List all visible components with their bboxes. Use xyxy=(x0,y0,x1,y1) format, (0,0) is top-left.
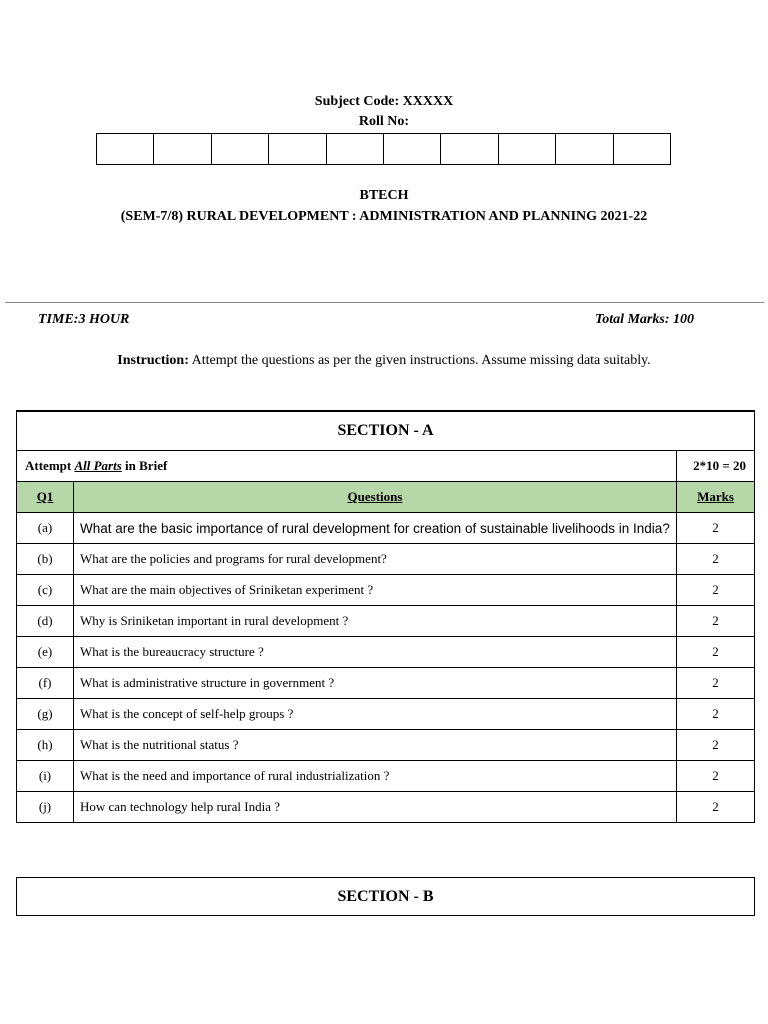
roll-digit-box[interactable] xyxy=(383,133,440,165)
roll-digit-box[interactable] xyxy=(326,133,383,165)
question-number: (c) xyxy=(17,575,74,606)
section-a-table xyxy=(16,410,755,823)
question-number: (f) xyxy=(17,668,74,699)
question-number: (h) xyxy=(17,730,74,761)
question-marks: 2 xyxy=(677,513,755,544)
question-marks: 2 xyxy=(677,575,755,606)
total-marks: Total Marks: 100 xyxy=(594,312,694,327)
question-text: What are the main objectives of Sriniketan experiment ? xyxy=(74,575,677,606)
question-number: (e) xyxy=(17,637,74,668)
question-number: (b) xyxy=(17,544,74,575)
roll-digit-box[interactable] xyxy=(96,133,153,165)
question-text: What are the basic importance of rural development for creation of sustainable livelihoods in India? xyxy=(74,513,677,544)
attempt-instruction xyxy=(17,451,677,482)
question-marks: 2 xyxy=(677,699,755,730)
question-marks: 2 xyxy=(677,792,755,823)
question-row xyxy=(17,637,755,668)
question-text: What are the policies and programs for rural development? xyxy=(74,544,677,575)
roll-digit-box[interactable] xyxy=(153,133,210,165)
question-row xyxy=(17,792,755,823)
question-row xyxy=(17,544,755,575)
question-text: Why is Sriniketan important in rural development ? xyxy=(74,606,677,637)
question-marks: 2 xyxy=(677,637,755,668)
header-divider xyxy=(5,302,764,303)
question-row xyxy=(17,761,755,792)
instruction-label: Instruction: xyxy=(117,353,189,368)
column-header-marks: Marks xyxy=(677,482,755,513)
question-text: What is administrative structure in government ? xyxy=(74,668,677,699)
roll-digit-box[interactable] xyxy=(211,133,268,165)
question-row xyxy=(17,699,755,730)
question-text: What is the bureaucracy structure ? xyxy=(74,637,677,668)
subject-code: Subject Code: XXXXX xyxy=(314,94,454,109)
question-row xyxy=(17,513,755,544)
question-text: How can technology help rural India ? xyxy=(74,792,677,823)
question-number: (i) xyxy=(17,761,74,792)
section-a-title: SECTION - A xyxy=(17,411,755,451)
question-row xyxy=(17,730,755,761)
question-row xyxy=(17,575,755,606)
question-number: (j) xyxy=(17,792,74,823)
question-number: (a) xyxy=(17,513,74,544)
question-text: What is the concept of self-help groups ? xyxy=(74,699,677,730)
question-marks: 2 xyxy=(677,730,755,761)
roll-digit-box[interactable] xyxy=(440,133,497,165)
question-number: (g) xyxy=(17,699,74,730)
question-marks: 2 xyxy=(677,668,755,699)
instruction-text: Attempt the questions as per the given instructions. Assume missing data suitably. xyxy=(188,353,651,368)
question-marks: 2 xyxy=(677,761,755,792)
exam-time: TIME:3 HOUR xyxy=(38,312,130,327)
column-header-q1: Q1 xyxy=(17,482,74,513)
question-text: What is the need and importance of rural industrialization ? xyxy=(74,761,677,792)
roll-number-boxes xyxy=(96,133,671,165)
question-number: (d) xyxy=(17,606,74,637)
roll-digit-box[interactable] xyxy=(268,133,325,165)
attempt-prefix: Attempt xyxy=(25,458,75,473)
question-row xyxy=(17,668,755,699)
instruction-line xyxy=(0,353,768,369)
roll-number-label: Roll No: xyxy=(358,114,410,129)
section-b-title: SECTION - B xyxy=(16,877,755,916)
marks-formula: 2*10 = 20 xyxy=(677,451,755,482)
question-text: What is the nutritional status ? xyxy=(74,730,677,761)
attempt-suffix: in Brief xyxy=(121,458,168,473)
question-marks: 2 xyxy=(677,544,755,575)
column-header-questions: Questions xyxy=(74,482,677,513)
roll-digit-box[interactable] xyxy=(555,133,612,165)
course-title: BTECH xyxy=(359,188,409,203)
course-subtitle: (SEM-7/8) RURAL DEVELOPMENT : ADMINISTRATION AND PLANNING 2021-22 xyxy=(120,209,648,224)
attempt-emphasis: All Parts xyxy=(74,458,122,473)
question-row xyxy=(17,606,755,637)
roll-digit-box[interactable] xyxy=(613,133,671,165)
question-marks: 2 xyxy=(677,606,755,637)
roll-digit-box[interactable] xyxy=(498,133,555,165)
